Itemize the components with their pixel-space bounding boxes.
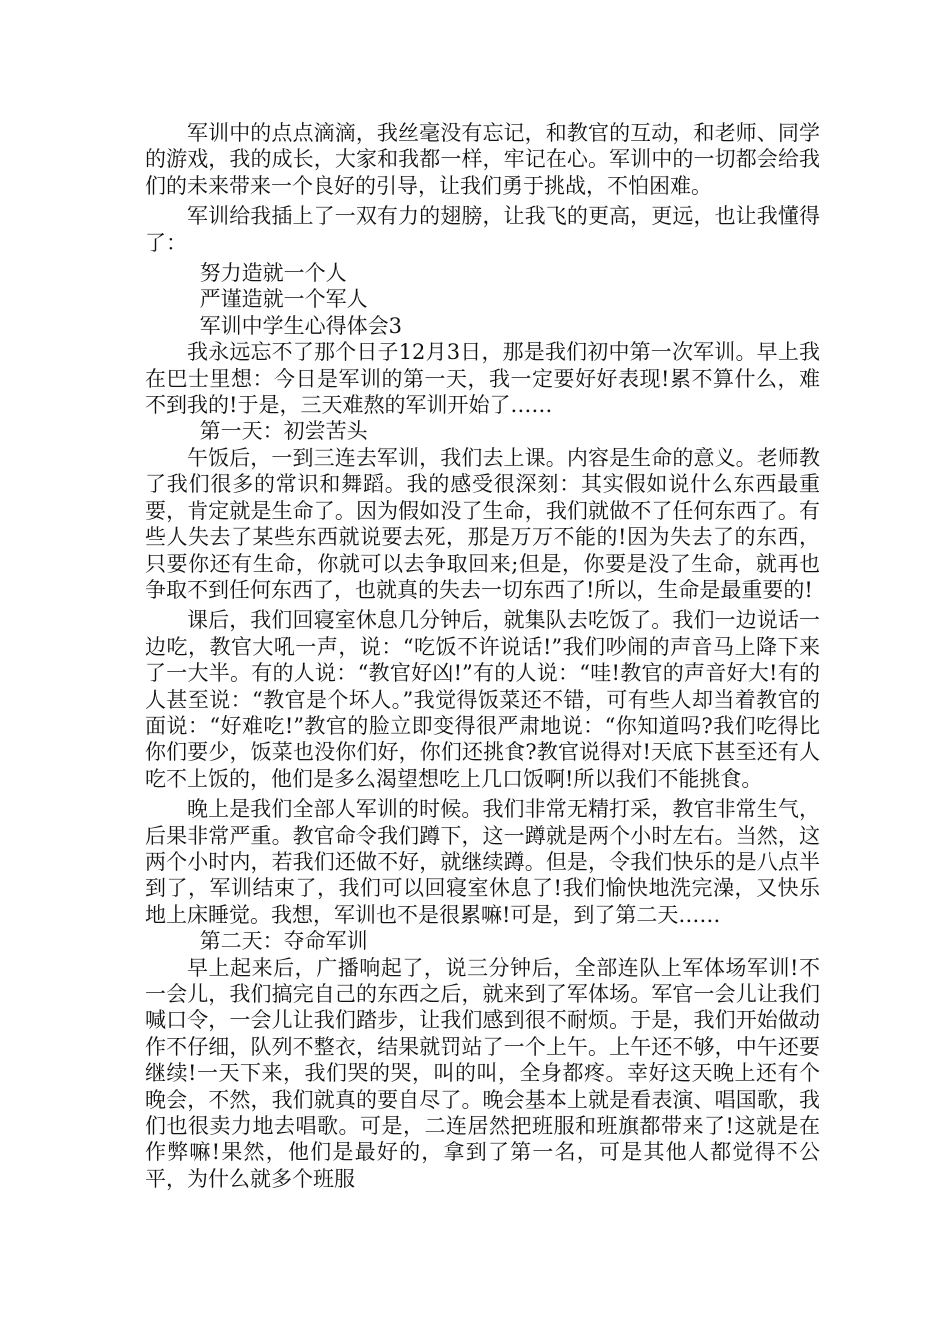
paragraph-7: 早上起来后，广播响起了，说三分钟后，全部连队上军体场军训!不一会儿，我们搞完自己的东西之后，就来到了军体场。军官一会儿让我们喊口令，一会儿让我们踏步，让我们感到很不耐烦。于是，我们开始做动作不仔细，队列不整衣，结果就罚站了一个上午。上午还不够，中午还要继续!一天下来，我们哭的哭，叫的叫，全身都疼。幸好这天晚上还有个晚会，不然，我们就真的要自尽了。晚会基本上就是看表演、唱国歌，我们也很卖力地去唱歌。可是，二连居然把班服和班旗都带来了!这就是在作弊嘛!果然，他们是最好的，拿到了第一名，可是其他人都觉得不公平，为什么就多个班服 [145, 955, 820, 1191]
day-two-heading: 第二天：夺命军训 [199, 929, 368, 954]
paragraph-5: 课后，我们回寝室休息几分钟后，就集队去吃饭了。我们一边说话一边吃，教官大吼一声，说：“吃饭不许说话!”我们吵闹的声音马上降下来了一大半。有的人说：“教官好凶!”有的人说：“哇!教官的声音好大!有的人甚至说：“教官是个坏人。”我觉得饭菜还不错，可有些人却当着教官的面说：“好难吃!”教官的脸立即变得很严肃地说：“你知道吗?我们吃得比你们要少，饭菜也没你们好，你们还挑食?教官说得对!天底下甚至还有人吃不上饭的，他们是多么渴望想吃上几口饭啊!所以我们不能挑食。 [145, 608, 820, 791]
paragraph-2: 军训给我插上了一双有力的翅膀，让我飞的更高，更远，也让我懂得了： [145, 204, 820, 255]
motto-line-2: 严谨造就一个军人 [199, 287, 368, 312]
paragraph-6: 晚上是我们全部人军训的时候。我们非常无精打采，教官非常生气，后果非常严重。教官命令我们蹲下，这一蹲就是两个小时左右。当然，这两个小时内，若我们还做不好，就继续蹲。但是，令我们快乐的是八点半到了，军训结束了，我们可以回寝室休息了!我们愉快地洗完澡，又快乐地上床睡觉。我想，军训也不是很累嘛!可是，到了第二天…… [145, 797, 820, 927]
day-one-heading: 第一天：初尝苦头 [199, 419, 368, 444]
motto-line-1: 努力造就一个人 [199, 261, 347, 286]
paragraph-3: 我永远忘不了那个日子12月3日，那是我们初中第一次军训。早上我在巴士里想：今日是军训的第一天，我一定要好好表现!累不算什么，难不到我的!于是，三天难熬的军训开始了…… [145, 340, 820, 418]
paragraph-1: 军训中的点点滴滴，我丝毫没有忘记，和教官的互动，和老师、同学的游戏，我的成长，大家和我都一样，牢记在心。军训中的一切都会给我们的未来带来一个良好的引导，让我们勇于挑战，不怕困难。 [145, 121, 820, 198]
document-page [145, 120, 820, 1192]
paragraph-4: 午饭后，一到三连去军训，我们去上课。内容是生命的意义。老师教了我们很多的常识和舞蹈。我的感受很深刻：其实假如说什么东西最重要，肯定就是生命了。因为假如没了生命，我们就做不了任何东西了。有些人失去了某些东西就说要去死，那是万万不能的!因为失去了的东西，只要你还有生命，你就可以去争取回来;但是，你要是没了生命，就再也争取不到任何东西了，也就真的失去一切东西了!所以，生命是最重要的! [145, 445, 820, 602]
section-title: 军训中学生心得体会3 [199, 313, 402, 338]
